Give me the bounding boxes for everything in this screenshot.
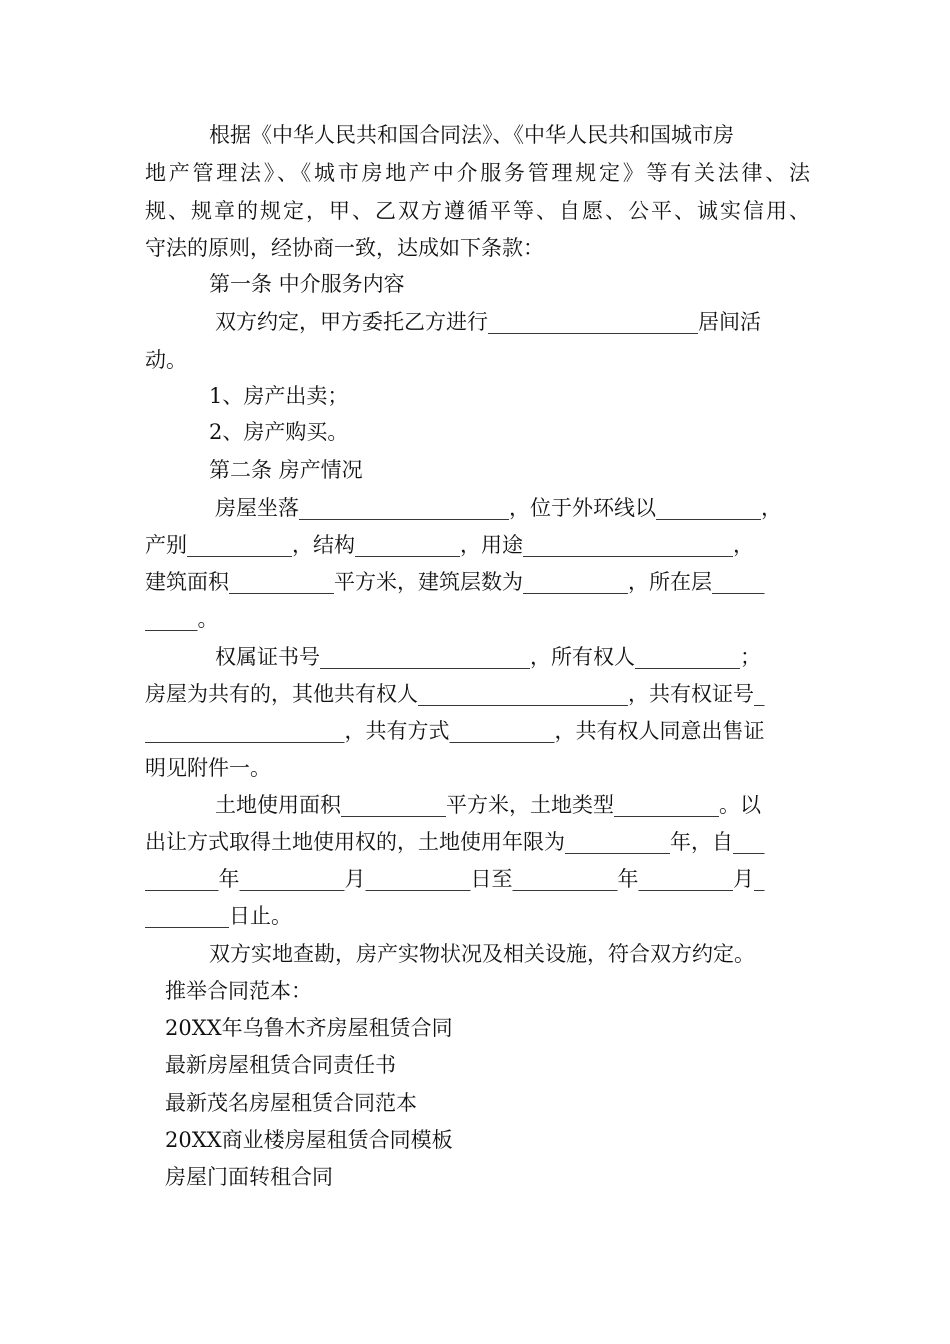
land-line: ________日止。 (145, 904, 292, 928)
article-1-item: 1、房产出卖； (209, 384, 349, 408)
preamble-line: 地产管理法》、《城市房地产中介服务管理规定》等有关法律、法 (145, 161, 810, 185)
preamble-line: 根据《中华人民共和国合同法》、《中华人民共和国城市房 (209, 123, 734, 147)
recommend-link[interactable]: 最新茂名房屋租赁合同范本 (165, 1091, 417, 1115)
house-line: 建筑面积__________平方米，建筑层数为__________，所在层_____ (145, 570, 765, 594)
article-1-title: 第一条 中介服务内容 (209, 272, 405, 296)
ownership-line: 明见附件一。 (145, 756, 271, 780)
preamble-line: 守法的原则，经协商一致，达成如下条款： (145, 236, 544, 260)
land-line: 出让方式取得土地使用权的，土地使用年限为__________年，自___ (145, 830, 765, 854)
article-2-title: 第二条 房产情况 (209, 458, 363, 482)
land-line: 土地使用面积__________平方米，土地类型__________。以 (215, 793, 761, 817)
house-line: 产别__________，结构__________，用途____________________， (145, 533, 754, 557)
ownership-line: ___________________，共有方式__________，共有权人同意出售证 (145, 719, 765, 743)
house-line: _____。 (145, 607, 219, 631)
article-1-line: 双方约定，甲方委托乙方进行____________________居间活 (215, 310, 761, 334)
house-line: 房屋坐落____________________，位于外环线以__________， (215, 496, 782, 520)
land-line: _______年__________月__________日至__________年_________月_ (145, 867, 765, 891)
recommend-link[interactable]: 房屋门面转租合同 (165, 1165, 333, 1189)
ownership-line: 房屋为共有的，其他共有权人____________________，共有权证号_ (145, 682, 765, 706)
article-1-item: 2、房产购买。 (209, 420, 349, 444)
article-1-line: 动。 (145, 348, 187, 372)
recommend-link[interactable]: 20XX商业楼房屋租赁合同模板 (165, 1128, 453, 1152)
inspection-line: 双方实地查勘，房产实物状况及相关设施，符合双方约定。 (209, 942, 755, 966)
recommend-link[interactable]: 20XX年乌鲁木齐房屋租赁合同 (165, 1016, 453, 1040)
recommend-link[interactable]: 最新房屋租赁合同责任书 (165, 1053, 396, 1077)
preamble-line: 规、规章的规定，甲、乙双方遵循平等、自愿、公平、诚实信用、 (145, 199, 810, 223)
ownership-line: 权属证书号____________________，所有权人__________； (215, 645, 761, 669)
recommend-heading: 推举合同范本： (165, 979, 312, 1003)
